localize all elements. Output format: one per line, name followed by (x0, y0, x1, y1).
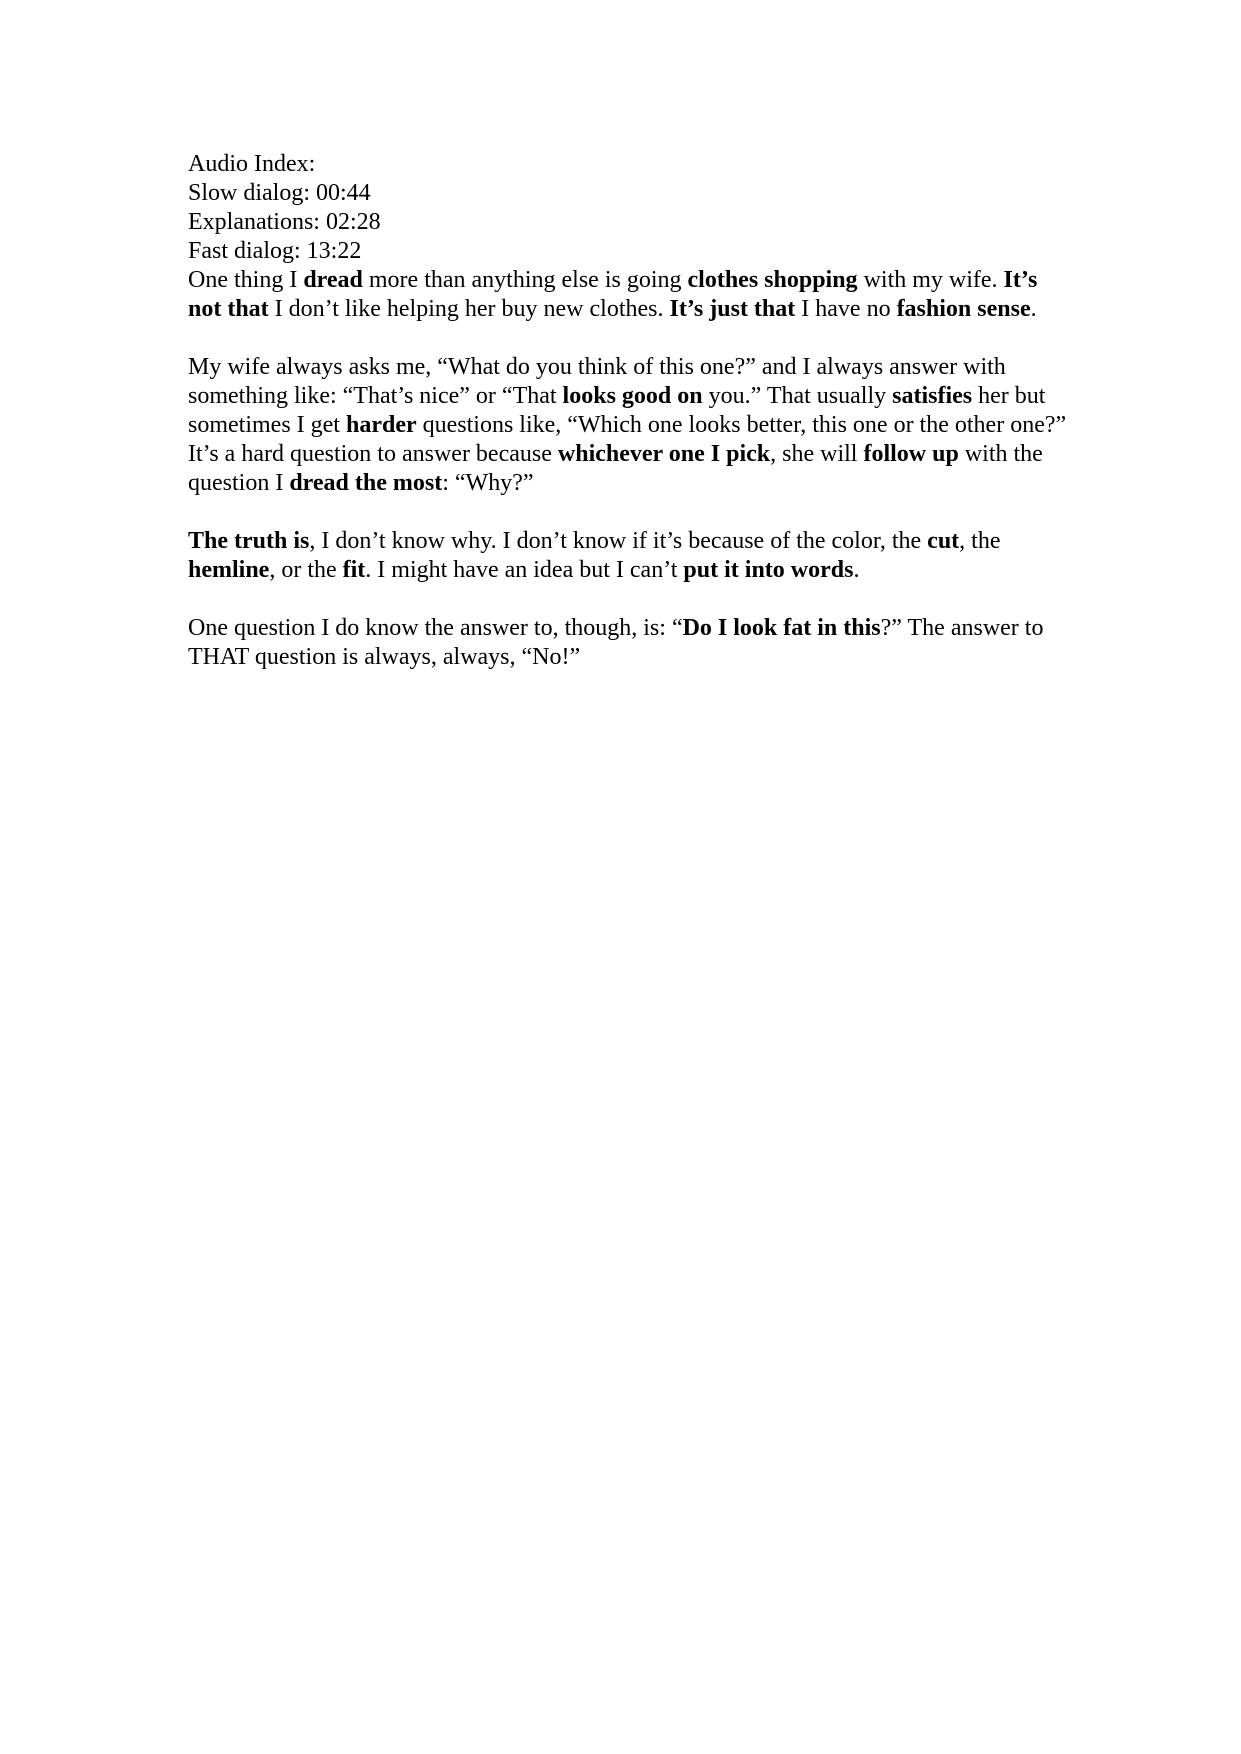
text-run: , the (959, 528, 1001, 554)
bold-phrase: clothes shopping (687, 267, 858, 293)
text-run: , or the (269, 557, 343, 583)
bold-phrase: cut (927, 528, 960, 554)
audio-index-entry-slow-dialog: Slow dialog: 00:44 (188, 180, 371, 206)
audio-index-entry-fast-dialog: Fast dialog: 13:22 (188, 238, 362, 264)
audio-index (188, 150, 1068, 266)
paragraph (188, 527, 1068, 585)
story-text (188, 266, 1068, 672)
text-run: her but sometimes I get (188, 383, 1046, 438)
document-body (188, 150, 1068, 672)
text-run: . (1030, 296, 1037, 322)
audio-index-entry-explanations: Explanations: 02:28 (188, 209, 381, 235)
text-run: more than anything else is going (362, 267, 688, 293)
text-run: . (853, 557, 860, 583)
text-run: I have no (795, 296, 897, 322)
bold-phrase: dread the most (289, 470, 443, 496)
text-run: One question I do know the answer to, though, is: “ (188, 615, 683, 641)
text-run: , I don’t know why. I don’t know if it’s because of the color, the (309, 528, 928, 554)
paragraph (188, 353, 1068, 498)
bold-phrase: looks good on (562, 383, 703, 409)
text-run: : “Why?” (442, 470, 534, 496)
text-run: with my wife. (857, 267, 1004, 293)
bold-phrase: hemline (188, 557, 270, 583)
bold-phrase: The truth is (188, 528, 310, 554)
bold-phrase: dread (303, 267, 363, 293)
bold-phrase: harder (345, 412, 417, 438)
bold-phrase: It’s not that (188, 267, 1038, 322)
bold-phrase: Do I look fat in this (682, 615, 881, 641)
text-run: I don’t like helping her buy new clothes. (268, 296, 670, 322)
bold-phrase: follow up (863, 441, 959, 467)
paragraph (188, 614, 1068, 672)
bold-phrase: fit (342, 557, 366, 583)
bold-phrase: fashion sense (896, 296, 1031, 322)
bold-phrase: It’s just that (669, 296, 796, 322)
text-run: My wife always asks me, “What do you think of this one?” and I always answer with something like: “That’s nice” or “That (188, 354, 1006, 409)
bold-phrase: put it into words (683, 557, 854, 583)
bold-phrase: whichever one I pick (557, 441, 771, 467)
paragraph (188, 266, 1068, 324)
text-run: . I might have an idea but I can’t (365, 557, 684, 583)
bold-phrase: satisfies (892, 383, 973, 409)
text-run: questions like, “Which one looks better, this one or the other one?” It’s a hard question to answer because (188, 412, 1067, 467)
text-run: One thing I (188, 267, 304, 293)
text-run: ?” The answer to THAT question is always, always, “No!” (188, 615, 1044, 670)
text-run: with the question I (188, 441, 1043, 496)
text-run: you.” That usually (702, 383, 893, 409)
text-run: , she will (770, 441, 864, 467)
audio-index-heading: Audio Index: (188, 151, 316, 177)
